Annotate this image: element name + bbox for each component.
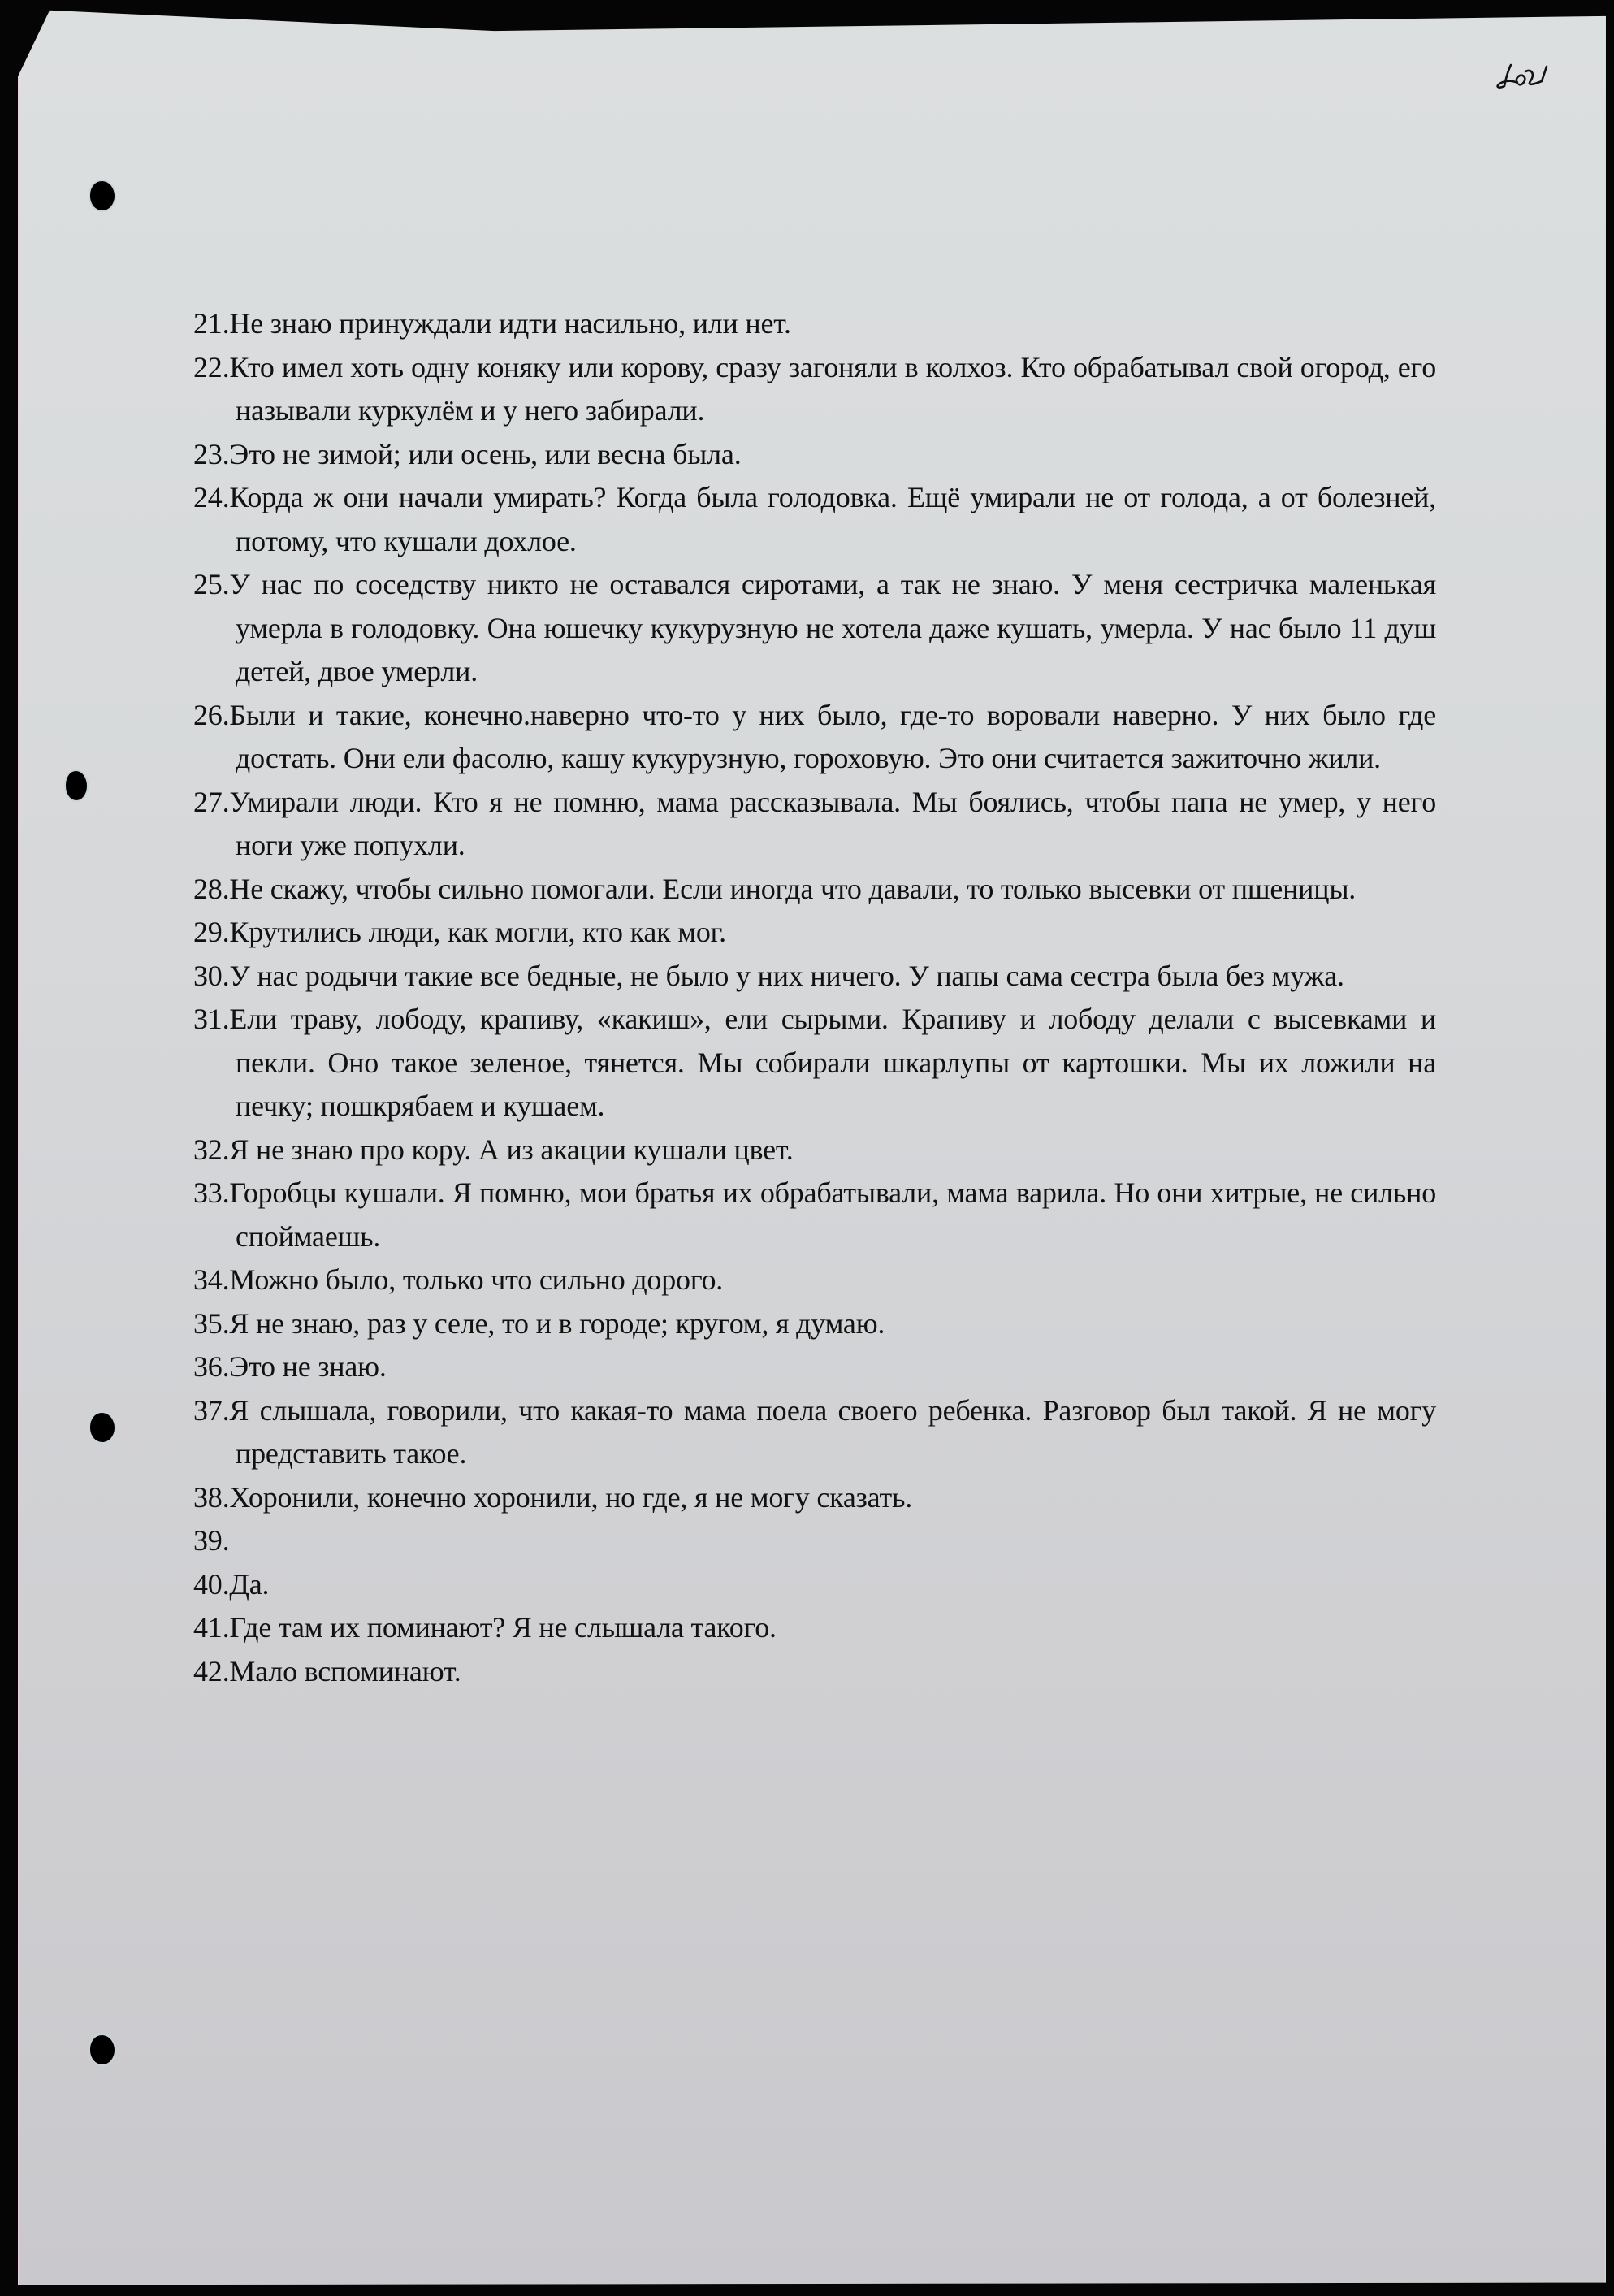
item-number: 30. xyxy=(193,959,230,992)
item-number: 32. xyxy=(193,1133,230,1166)
item-number: 25. xyxy=(193,568,230,600)
list-item xyxy=(193,1258,1436,1302)
item-text: У нас по соседству никто не оставался сиротами, а так не знаю. У меня сестричка маленькая умерла в голодовку. Она юшечку кукурузную не хотела даже кушать, умерла. У нас было 11 душ детей, двое умерли. xyxy=(229,568,1436,687)
item-text: Не знаю принуждали идти насильно, или нет. xyxy=(229,307,791,340)
item-text: Я слышала, говорили, что какая-то мама поела своего ребенка. Разговор был такой. Я не могу представить такое. xyxy=(229,1393,1436,1470)
item-number: 24. xyxy=(193,481,230,513)
list-item xyxy=(193,302,1436,346)
list-item xyxy=(193,998,1436,1129)
list-item xyxy=(193,1302,1436,1346)
item-text: Были и такие, конечно.наверно что-то у них было, где-то воровали наверно. У них было где достать. Они ели фасолю, кашу кукурузную, гороховую. Это они считается зажиточно жили. xyxy=(229,698,1436,774)
list-item xyxy=(193,1563,1436,1607)
list-item xyxy=(193,433,1436,477)
item-text: Хоронили, конечно хоронили, но где, я не могу сказать. xyxy=(229,1480,913,1514)
item-text: Кто имел хоть одну коняку или корову, сразу загоняли в колхоз. Кто обрабатывал свой огород, его называли куркулём и у него забирали. xyxy=(229,350,1436,427)
item-text: Можно было, только что сильно дорого. xyxy=(229,1263,724,1296)
item-number: 23. xyxy=(193,437,230,470)
item-number: 22. xyxy=(193,350,230,383)
item-text: Ели траву, лободу, крапиву, «какиш», ели сырыми. Крапиву и лободу делали с высевками и пекли. Оно такое зеленое, тянется. Мы собирали шкарлупы от картошки. Мы их ложили на печку; пошкрябаем и кушаем. xyxy=(229,1003,1436,1122)
list-item xyxy=(193,911,1436,955)
item-text: Это не зимой; или осень, или весна была. xyxy=(229,437,742,470)
item-number: 40. xyxy=(193,1567,230,1601)
list-item xyxy=(193,868,1436,912)
list-item xyxy=(193,1606,1436,1650)
list-item xyxy=(193,1389,1436,1476)
item-text: У нас родычи такие все бедные, не было у них ничего. У папы сама сестра была без мужа. xyxy=(229,959,1344,992)
list-item xyxy=(193,955,1436,999)
item-text: Я не знаю про кору. А из акации кушали цвет. xyxy=(229,1133,794,1166)
item-number: 41. xyxy=(193,1611,230,1644)
item-number: 35. xyxy=(193,1306,230,1340)
document-body xyxy=(193,302,1436,1693)
item-number: 36. xyxy=(193,1350,230,1383)
item-number: 28. xyxy=(193,872,230,905)
item-text: Это не знаю. xyxy=(229,1350,387,1383)
item-text: Мало вспоминают. xyxy=(229,1654,461,1687)
item-number: 26. xyxy=(193,698,230,731)
item-number: 38. xyxy=(193,1480,230,1514)
list-item xyxy=(193,1129,1436,1172)
item-text: Горобцы кушали. Я помню, мои братья их обрабатывали, мама варила. Но они хитрые, не сильно споймаешь. xyxy=(229,1176,1436,1253)
item-number: 27. xyxy=(193,785,230,818)
item-text: Да. xyxy=(229,1567,270,1601)
list-item xyxy=(193,346,1436,433)
item-text: Корда ж они начали умирать? Когда была голодовка. Ещё умирали не от голода, а от болезней, потому, что кушали дохлое. xyxy=(229,481,1436,557)
list-item xyxy=(193,1650,1436,1694)
item-number: 42. xyxy=(193,1654,230,1687)
item-text: Я не знаю, раз у селе, то и в городе; кругом, я думаю. xyxy=(229,1306,885,1340)
item-number: 39. xyxy=(193,1524,230,1557)
item-number: 34. xyxy=(193,1263,230,1296)
list-item xyxy=(193,1345,1436,1389)
handwritten-page-number xyxy=(1493,54,1558,94)
item-number: 33. xyxy=(193,1176,230,1209)
item-number: 21. xyxy=(193,307,230,340)
punch-hole xyxy=(90,181,115,210)
punch-hole xyxy=(90,2035,115,2064)
list-item xyxy=(193,1519,1436,1563)
list-item xyxy=(193,563,1436,694)
list-item xyxy=(193,694,1436,781)
item-text: Не скажу, чтобы сильно помогали. Если иногда что давали, то только высевки от пшеницы. xyxy=(229,872,1357,905)
item-number: 31. xyxy=(193,1003,230,1035)
punch-hole xyxy=(90,1413,115,1442)
item-text: Где там их поминают? Я не слышала такого. xyxy=(229,1611,777,1644)
item-text: Крутились люди, как могли, кто как мог. xyxy=(229,916,726,948)
list-item xyxy=(193,476,1436,563)
punch-hole xyxy=(66,771,87,800)
item-number: 29. xyxy=(193,916,230,948)
list-item xyxy=(193,1172,1436,1258)
item-number: 37. xyxy=(193,1393,230,1427)
list-item xyxy=(193,781,1436,868)
list-item xyxy=(193,1476,1436,1520)
item-text: Умирали люди. Кто я не помню, мама рассказывала. Мы боялись, чтобы папа не умер, у него ноги уже попухли. xyxy=(229,785,1436,861)
